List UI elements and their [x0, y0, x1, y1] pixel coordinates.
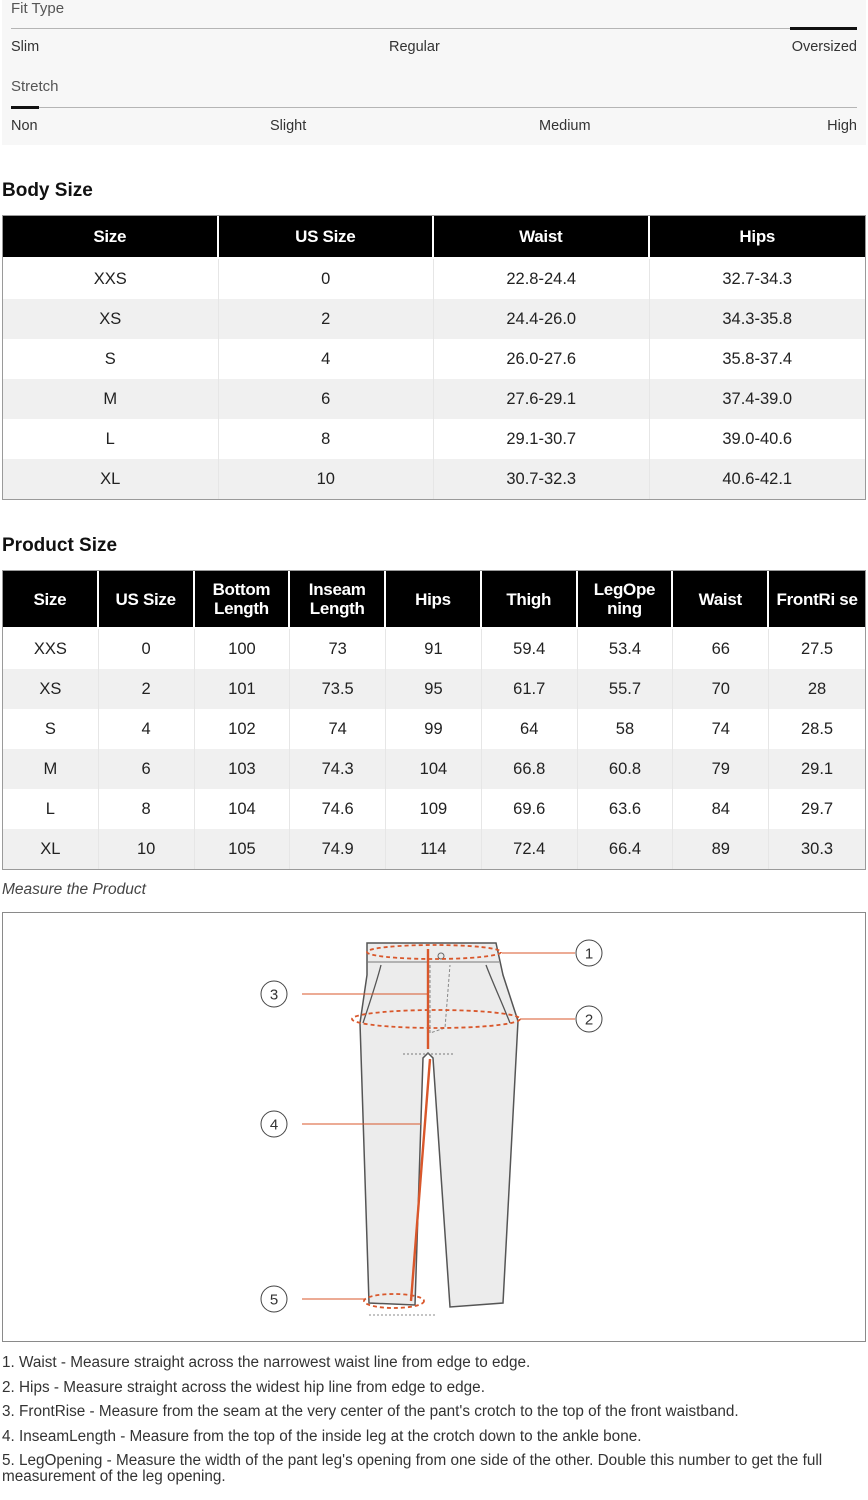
table-cell: 70 [673, 669, 769, 709]
table-cell: 101 [195, 669, 291, 709]
table-row [3, 339, 865, 379]
product-size-table [2, 570, 866, 870]
stretch-option-slight: Slight [270, 118, 307, 134]
table-cell: 27.6-29.1 [434, 379, 650, 419]
table-cell: 60.8 [578, 749, 674, 789]
table-cell: M [3, 379, 219, 419]
table-cell: 37.4-39.0 [650, 379, 866, 419]
table-cell: 84 [673, 789, 769, 829]
table-cell: 32.7-34.3 [722, 269, 793, 288]
body-size-table [2, 215, 866, 500]
table-cell: M [3, 749, 99, 789]
table-header-row [3, 216, 865, 259]
table-cell: 100 [195, 629, 291, 669]
table-row [3, 459, 865, 499]
table-cell: 99 [386, 709, 482, 749]
table-cell: 29.1-30.7 [434, 419, 650, 459]
fit-type-title: Fit Type [11, 0, 65, 17]
table-cell: 91 [386, 629, 482, 669]
table-cell: 10 [99, 829, 195, 869]
table-cell: S [3, 339, 219, 379]
table-cell: 63.6 [578, 789, 674, 829]
measure-caption: Measure the Product [2, 881, 146, 898]
table-cell: 74 [673, 709, 769, 749]
fit-option-oversized: Oversized [791, 39, 857, 55]
table-cell: 30.7-32.3 [434, 459, 650, 499]
col-header-bottom-length: Bottom Length [195, 571, 291, 629]
col-header-waist: Waist [673, 571, 769, 629]
callout-2-label: 2 [584, 1011, 594, 1029]
fit-option-slim: Slim [11, 39, 40, 55]
table-cell: 104 [386, 749, 482, 789]
callout-3-label: 3 [269, 986, 279, 1004]
table-cell: 34.3-35.8 [650, 299, 866, 339]
col-header-size: Size [3, 571, 99, 629]
table-cell: 64 [482, 709, 578, 749]
table-cell: XXS [3, 259, 219, 299]
table-row [3, 749, 865, 789]
table-cell: 6 [219, 379, 435, 419]
table-cell: 55.7 [578, 669, 674, 709]
stretch-option-high: High [827, 118, 857, 134]
table-cell: 24.4-26.0 [434, 299, 650, 339]
table-cell: 61.7 [482, 669, 578, 709]
note-waist: 1. Waist - Measure straight across the narrowest waist line from edge to edge. [2, 1354, 531, 1371]
note-inseam-length: 4. InseamLength - Measure from the top of the inside leg at the crotch down to the ankle bone. [2, 1427, 642, 1445]
table-cell: 27.5 [801, 639, 834, 658]
table-cell: 114 [386, 829, 482, 869]
pants-illustration [3, 913, 867, 1343]
table-cell: 66.4 [578, 829, 674, 869]
col-header-leg-opening: LegOpe ning [578, 571, 674, 629]
callout-4 [261, 1111, 287, 1137]
table-row [3, 709, 865, 749]
fit-type-indicator [790, 27, 857, 30]
col-header-size: Size [3, 216, 219, 259]
col-header-front-rise: FrontRi se [769, 571, 865, 629]
table-cell: 66.8 [482, 749, 578, 789]
table-cell: 74.6 [290, 789, 386, 829]
table-cell: 53.4 [578, 629, 674, 669]
body-size-heading: Body Size [2, 180, 93, 201]
table-row [3, 829, 865, 869]
stretch-option-non: Non [11, 118, 38, 134]
table-cell: 6 [99, 749, 195, 789]
table-cell: 8 [219, 419, 435, 459]
table-cell: 79 [673, 749, 769, 789]
col-header-hips: Hips [650, 216, 866, 259]
table-cell: 0 [219, 259, 435, 299]
table-cell: 89 [673, 829, 769, 869]
table-cell: XXS [3, 629, 99, 669]
stretch-indicator [11, 106, 39, 109]
table-cell: 8 [99, 789, 195, 829]
table-cell: 103 [195, 749, 291, 789]
table-row [3, 789, 865, 829]
fit-stretch-panel [2, 0, 866, 145]
table-cell: 28.5 [801, 719, 834, 738]
table-cell: 109 [386, 789, 482, 829]
table-cell: 73.5 [290, 669, 386, 709]
col-header-us-size: US Size [99, 571, 195, 629]
table-cell: XS [3, 669, 99, 709]
table-cell: 74.9 [290, 829, 386, 869]
table-cell: 2 [99, 669, 195, 709]
table-cell: 72.4 [482, 829, 578, 869]
callout-1 [576, 940, 602, 966]
measurement-diagram [2, 912, 866, 1342]
table-cell: 28 [769, 669, 865, 709]
stretch-title: Stretch [11, 78, 59, 95]
note-front-rise: 3. FrontRise - Measure from the seam at the very center of the pant's crotch to the top of the front waistband. [2, 1403, 739, 1420]
table-cell: 66 [673, 629, 769, 669]
table-cell: 10 [219, 459, 435, 499]
table-header-row [3, 571, 865, 629]
table-cell: 58 [578, 709, 674, 749]
table-row [3, 299, 865, 339]
table-cell: 40.6-42.1 [650, 459, 866, 499]
measurement-notes [2, 1355, 858, 1494]
table-row [3, 379, 865, 419]
col-header-inseam-length: Inseam Length [290, 571, 386, 629]
fit-option-regular: Regular [389, 39, 440, 55]
callout-3 [261, 981, 287, 1007]
table-row [3, 419, 865, 459]
table-cell: S [3, 709, 99, 749]
table-cell: 69.6 [482, 789, 578, 829]
table-cell: 104 [195, 789, 291, 829]
table-cell: L [3, 789, 99, 829]
col-header-waist: Waist [434, 216, 650, 259]
table-cell: 4 [219, 339, 435, 379]
table-cell: 26.0-27.6 [434, 339, 650, 379]
table-cell: 29.1 [769, 749, 865, 789]
table-cell: 95 [386, 669, 482, 709]
table-cell: 0 [99, 629, 195, 669]
table-cell: XS [3, 299, 219, 339]
callout-2 [576, 1006, 602, 1032]
table-cell: 29.7 [801, 799, 834, 818]
table-row [3, 669, 865, 709]
stretch-option-medium: Medium [539, 118, 591, 134]
pants-outline [360, 943, 518, 1307]
table-cell: 74.3 [290, 749, 386, 789]
fit-type-scale [11, 28, 857, 29]
table-cell: 22.8-24.4 [434, 259, 650, 299]
table-cell: XL [3, 829, 99, 869]
table-cell: 105 [195, 829, 291, 869]
callout-4-label: 4 [269, 1116, 279, 1134]
callout-1-label: 1 [584, 945, 594, 963]
table-cell: 30.3 [769, 829, 865, 869]
col-header-hips: Hips [386, 571, 482, 629]
table-cell: 39.0-40.6 [722, 429, 793, 448]
note-leg-opening: 5. LegOpening - Measure the width of the pant leg's opening from one side of the other. Double this number to get the full measurement of the leg opening. [2, 1452, 823, 1485]
callout-5-label: 5 [269, 1291, 279, 1309]
note-hips: 2. Hips - Measure straight across the widest hip line from edge to edge. [2, 1378, 485, 1396]
table-cell: 4 [99, 709, 195, 749]
col-header-thigh: Thigh [482, 571, 578, 629]
table-cell: L [3, 419, 219, 459]
table-cell: 73 [290, 629, 386, 669]
col-header-us-size: US Size [219, 216, 435, 259]
table-cell: 35.8-37.4 [722, 349, 793, 368]
callout-5 [261, 1286, 287, 1312]
table-cell: 102 [195, 709, 291, 749]
table-row [3, 629, 865, 669]
stretch-scale [11, 107, 857, 108]
table-cell: 59.4 [482, 629, 578, 669]
table-row [3, 259, 865, 299]
table-cell: 74 [290, 709, 386, 749]
table-cell: XL [3, 459, 219, 499]
table-cell: 2 [219, 299, 435, 339]
product-size-heading: Product Size [2, 535, 118, 556]
